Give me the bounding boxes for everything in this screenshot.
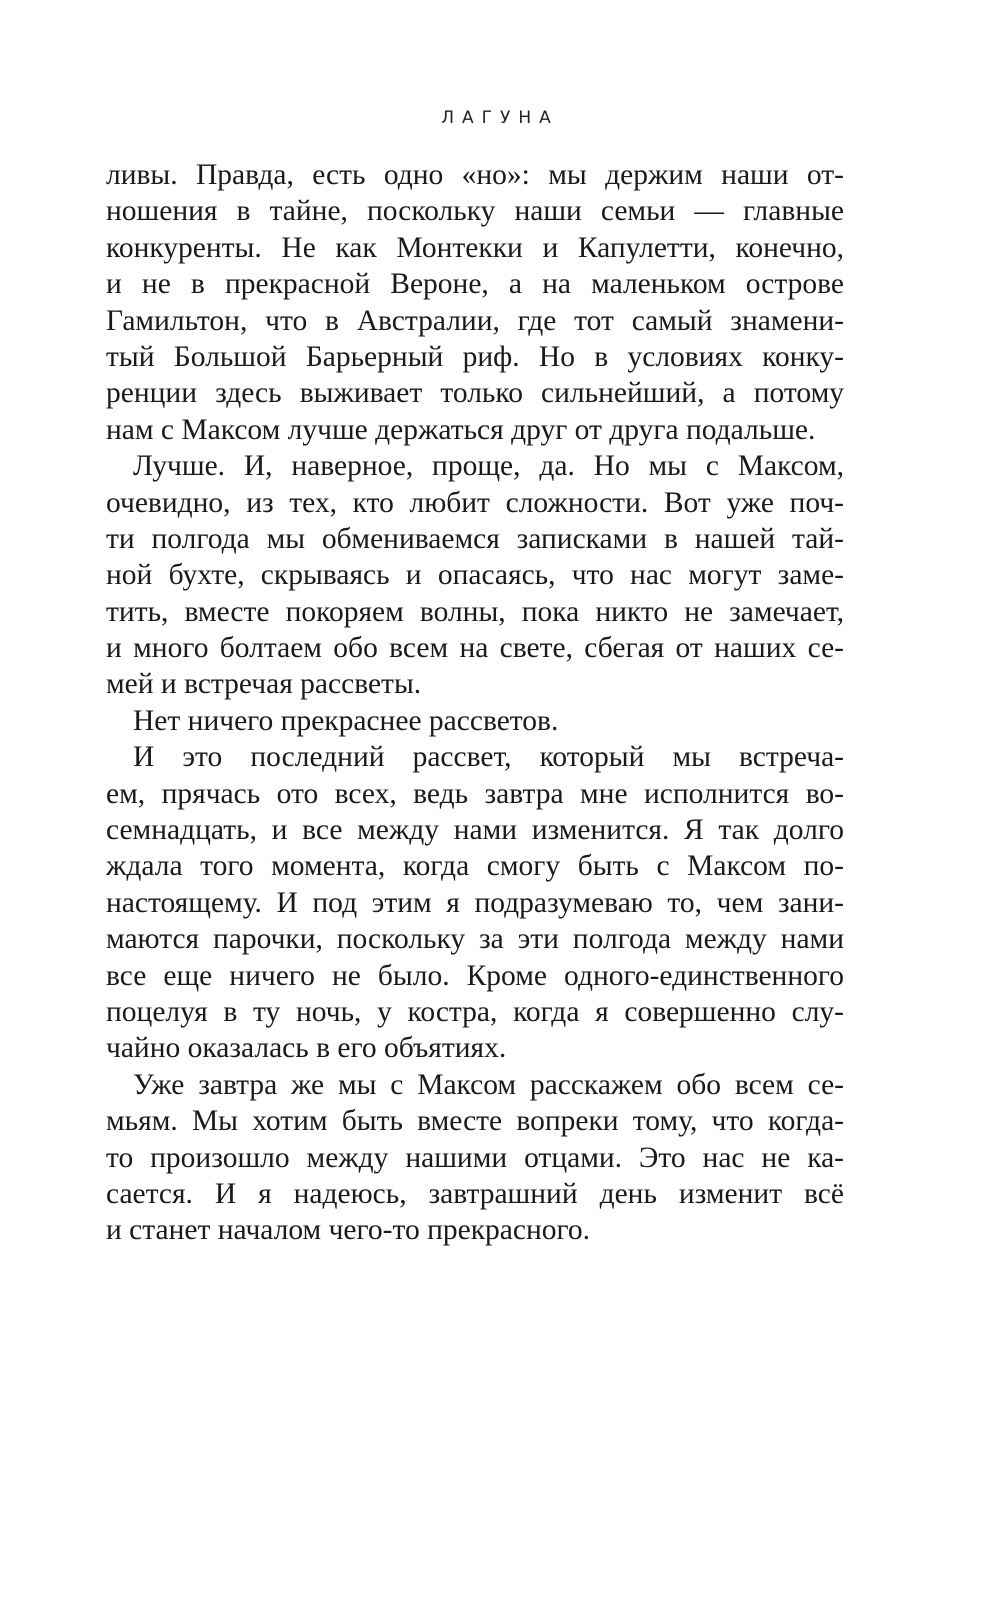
paragraph [106,448,844,703]
paragraph [106,157,844,448]
text-line: Гамильтон, что в Австралии, где тот самый знамени- [106,304,844,337]
text-line: И это последний рассвет, который мы встреча- [133,741,844,774]
text-line: маются парочки, поскольку за эти полгода между нами [106,923,844,956]
text-line: тить, вместе покоряем волны, пока никто не замечает, [106,595,844,628]
text-line: ношения в тайне, поскольку наши семьи — главные [106,195,844,228]
text-line: Уже завтра же мы с Максом расскажем обо всем се- [133,1068,844,1101]
paragraph [106,739,844,1067]
running-header: ЛАГУНА [441,108,559,128]
text-line: сается. И я надеюсь, завтрашний день изменит всё [106,1177,844,1210]
text-line: поцелуя в ту ночь, у костра, когда я совершенно слу- [106,995,844,1028]
paragraph [106,703,844,739]
text-line: семнадцать, и все между нами изменится. Я так долго [106,814,844,847]
text-line: Лучше. И, наверное, проще, да. Но мы с Максом, [133,450,844,483]
text-line: все еще ничего не было. Кроме одного-единственного [106,959,844,992]
text-line: Нет ничего прекраснее рассветов. [133,704,559,737]
text-line: ной бухте, скрываясь и опасаясь, что нас могут заме- [106,559,844,592]
paragraph [106,1067,844,1249]
text-line: нам с Максом лучше держаться друг от друга подальше. [106,413,816,446]
text-line: ем, прячась ото всех, ведь завтра мне исполнится во- [106,777,844,810]
text-line: конкуренты. Не как Монтекки и Капулетти, конечно, [106,231,844,264]
text-line: и станет началом чего-то прекрасного. [106,1214,591,1247]
text-line: ждала того момента, когда смогу быть с Максом по- [106,850,844,883]
text-line: тый Большой Барьерный риф. Но в условиях конку- [106,340,844,373]
text-line: и много болтаем обо всем на свете, сбегая от наших се- [106,632,844,665]
text-line: и не в прекрасной Вероне, а на маленьком острове [106,268,844,301]
text-line: чайно оказалась в его объятиях. [106,1032,507,1065]
text-line: мей и встречая рассветы. [106,668,422,701]
text-line: ти полгода мы обмениваемся записками в нашей тай- [106,522,844,555]
text-line: настоящему. И под этим я подразумеваю то, чем зани- [106,886,844,919]
text-line: очевидно, из тех, кто любит сложности. Вот уже поч- [106,486,844,519]
body-text [106,157,844,1249]
text-line: ливы. Правда, есть одно «но»: мы держим наши от- [106,159,844,191]
text-line: ренции здесь выживает только сильнейший, а потому [106,377,844,410]
text-line: мьям. Мы хотим быть вместе вопреки тому, что когда- [106,1105,844,1138]
text-line: то произошло между нашими отцами. Это нас не ка- [106,1141,844,1174]
